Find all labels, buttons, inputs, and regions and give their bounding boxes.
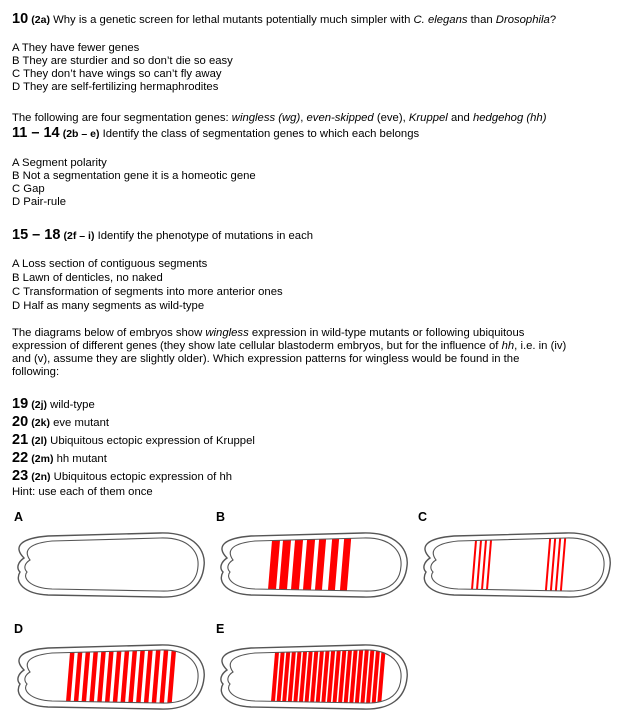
q23-sub: (2n)	[31, 471, 51, 483]
q20-number: 20	[12, 414, 29, 430]
q11-heading	[12, 127, 419, 141]
embryo-e-wingless-stripe	[292, 640, 302, 714]
intro-sep-2: (eve),	[373, 112, 409, 124]
diagram-para-line-2	[12, 340, 566, 353]
q15-text: Identify the phenotype of mutations in each	[94, 230, 314, 242]
intro-sep-1: ,	[300, 112, 307, 124]
embryo-e-wingless-stripe	[281, 640, 291, 714]
diagram-text-1b: wingless	[205, 327, 249, 339]
q19-text: wild-type	[47, 399, 95, 411]
q23-number: 23	[12, 468, 29, 484]
diagram-para-line-1	[12, 327, 524, 340]
q10-sub: (2a)	[31, 14, 50, 26]
embryo-c-wingless-stripe	[470, 528, 478, 602]
q11-option-d: D Pair-rule	[12, 196, 66, 208]
q21-sub: (2l)	[31, 435, 48, 447]
panel-label-d: D	[14, 622, 24, 636]
q10-text-end: ?	[549, 14, 557, 26]
panel-label-b: B	[216, 510, 226, 524]
q10-option-b: B They are sturdier and so don’t die so easy	[12, 55, 233, 67]
q19-sub: (2j)	[31, 399, 48, 411]
diagram-text-2c: , i.e. in (iv)	[514, 340, 567, 352]
embryo-a-inner-membrane	[25, 538, 198, 591]
embryo-d	[10, 640, 206, 714]
diagram-para-line-3: and (v), assume they are slightly older). Which expression patterns for wingless would be found in the	[12, 353, 520, 365]
embryo-e	[213, 640, 409, 714]
embryo-c-wingless-stripe	[485, 528, 493, 602]
diagram-text-2a: expression of different genes (they show late cellular blastoderm embryos, but for the influence of	[12, 340, 502, 352]
intro-sep-3: and	[447, 112, 473, 124]
diagram-text-1c: expression in wild-type mutants or following ubiquitous	[248, 327, 525, 339]
q15-option-d: D Half as many segments as wild-type	[12, 300, 205, 312]
q21-text: Ubiquitous ectopic expression of Kruppel	[47, 435, 255, 447]
panel-label-c: C	[418, 510, 428, 524]
q20-sub: (2k)	[31, 417, 50, 429]
embryo-e-wingless-stripe	[270, 640, 280, 714]
q21-number: 21	[12, 432, 29, 448]
q20-text: eve mutant	[49, 417, 109, 429]
q10-option-a: A They have fewer genes	[12, 42, 140, 54]
diagram-para-line-4: following:	[12, 366, 60, 378]
q11-option-b: B Not a segmentation gene it is a homeotic gene	[12, 170, 256, 182]
q11-sub: (2b – e)	[62, 128, 100, 140]
intro-pre: The following are four segmentation genes:	[12, 112, 232, 124]
q15-option-b: B Lawn of denticles, no naked	[12, 272, 163, 284]
embryo-b	[213, 528, 409, 602]
embryo-b-wingless-stripe	[290, 528, 304, 602]
q15-option-a: A Loss section of contiguous segments	[12, 258, 208, 270]
q10-species-1: C. elegans	[413, 14, 468, 26]
gene-even-skipped: even-skipped	[306, 112, 374, 124]
embryo-b-wingless-stripe	[278, 528, 292, 602]
intro-text	[12, 112, 546, 125]
embryo-d-wingless-stripe	[73, 640, 84, 714]
question-23	[12, 470, 232, 484]
q22-sub: (2m)	[31, 453, 54, 465]
question-21	[12, 434, 255, 448]
diagram-text-1a: The diagrams below of embryos show	[12, 327, 206, 339]
q15-sub: (2f – i)	[63, 230, 95, 242]
q22-text: hh mutant	[53, 453, 107, 465]
panel-label-e: E	[216, 622, 225, 636]
embryo-c-inner-membrane	[431, 538, 604, 591]
question-22	[12, 452, 107, 466]
diagram-text-2b: hh	[501, 340, 515, 352]
embryo-d-wingless-stripe	[81, 640, 92, 714]
embryo-e-wingless-stripe	[287, 640, 297, 714]
q11-text: Identify the class of segmentation genes to which each belongs	[99, 128, 420, 140]
embryo-c	[416, 528, 612, 602]
embryo-c-wingless-stripe	[480, 528, 488, 602]
q22-number: 22	[12, 450, 29, 466]
q19-number: 19	[12, 396, 29, 412]
gene-kruppel: Kruppel	[408, 112, 448, 124]
gene-hedgehog: hedgehog (hh)	[472, 112, 547, 124]
q10-option-c: C They don’t have wings so can’t fly away	[12, 68, 222, 80]
embryo-c-outer-membrane	[424, 533, 610, 597]
embryo-c-wingless-stripe	[475, 528, 483, 602]
q10-species-2: Drosophila	[495, 14, 550, 26]
panel-label-a: A	[14, 510, 24, 524]
q11-number: 11 – 14	[12, 125, 60, 141]
q10-option-d: D They are self-fertilizing hermaphrodites	[12, 81, 219, 93]
question-20	[12, 416, 109, 430]
embryo-d-wingless-stripe	[88, 640, 99, 714]
q10-text: Why is a genetic screen for lethal mutants potentially much simpler with	[53, 14, 414, 26]
embryo-d-wingless-stripe	[65, 640, 76, 714]
q15-option-c: C Transformation of segments into more anterior ones	[12, 286, 283, 298]
gene-wingless: wingless (wg)	[231, 112, 301, 124]
embryo-b-wingless-stripe	[267, 528, 281, 602]
embryo-a	[10, 528, 206, 602]
q11-option-c: C Gap	[12, 183, 45, 195]
embryo-e-wingless-stripe	[276, 640, 286, 714]
q23-text: Ubiquitous ectopic expression of hh	[50, 471, 233, 483]
q15-number: 15 – 18	[12, 227, 61, 243]
question-19	[12, 398, 95, 412]
q10-number: 10	[12, 11, 29, 27]
hint-text: Hint: use each of them once	[12, 486, 153, 498]
q15-heading	[12, 229, 313, 243]
q11-option-a: A Segment polarity	[12, 157, 107, 169]
q10-heading	[12, 13, 556, 27]
embryo-a-outer-membrane	[18, 533, 204, 597]
q10-text-mid: than	[467, 14, 496, 26]
